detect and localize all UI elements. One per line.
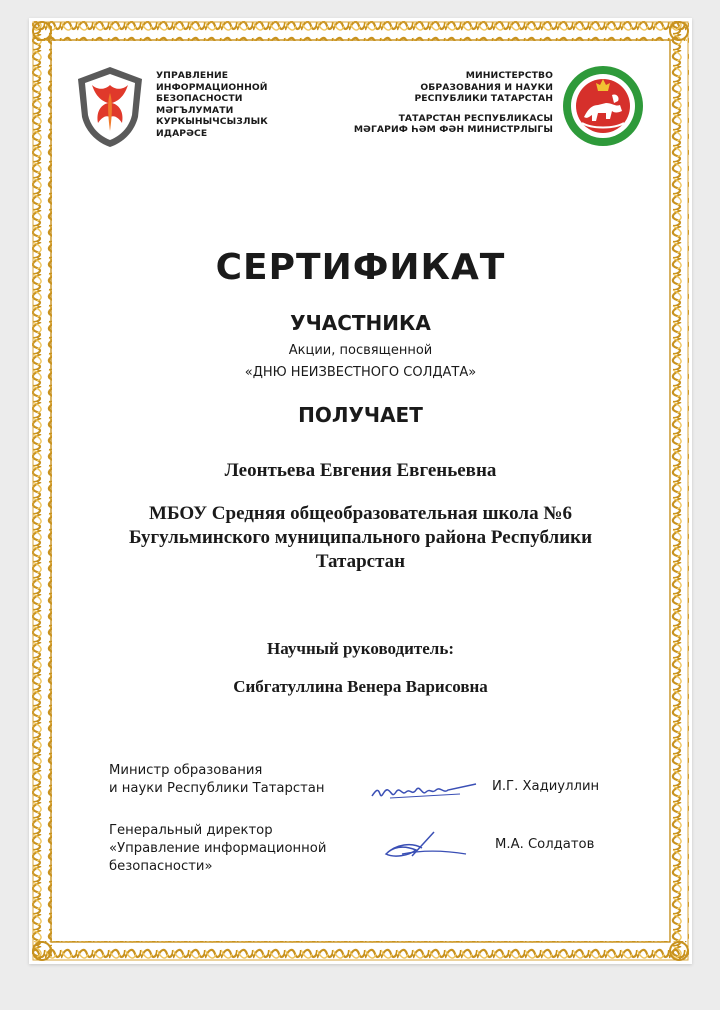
tatarstan-emblem-logo	[562, 65, 644, 147]
school-name	[29, 502, 692, 574]
right-organization-name	[354, 70, 553, 136]
signature-image	[370, 778, 480, 804]
signatory-title-line: Генеральный директор	[109, 823, 273, 838]
signatory-name: М.А. Солдатов	[495, 837, 595, 852]
left-org-line: ИНФОРМАЦИОННОЙ	[156, 81, 268, 93]
right-org-tatar-line: ТАТАРСТАН РЕСПУБЛИКАСЫ	[398, 112, 553, 124]
certificate-title: СЕРТИФИКАТ	[215, 247, 506, 288]
certificate-subtitle: УЧАСТНИКА	[290, 311, 431, 335]
left-org-tatar-line: МӘГЪЛУМАТИ	[156, 104, 234, 116]
school-line: МБОУ Средняя общеобразовательная школа №6	[149, 503, 572, 524]
right-org-line: РЕСПУБЛИКИ ТАТАРСТАН	[414, 93, 553, 104]
phoenix-shield-logo	[74, 65, 146, 149]
right-org-line: МИНИСТЕРСТВО	[465, 70, 553, 81]
signature-image	[382, 828, 472, 864]
school-line: Бугульминского муниципального района Республики	[128, 527, 593, 548]
left-org-line: БЕЗОПАСНОСТИ	[156, 93, 243, 104]
advisor-name: Сибгатуллина Венера Варисовна	[233, 677, 488, 696]
signatory-title	[109, 822, 326, 876]
left-org-line: УПРАВЛЕНИЕ	[156, 70, 229, 81]
right-org-tatar-line: МӘГАРИФ ҺӘМ ФӘН МИНИСТРЛЫГЫ	[353, 124, 553, 135]
left-organization-name	[156, 70, 268, 139]
recipient-name: Леонтьева Евгения Евгеньевна	[224, 460, 497, 481]
school-line: Татарстан	[315, 551, 406, 572]
signatory-title-line: Министр образования	[109, 763, 263, 778]
signatory-name: И.Г. Хадиуллин	[492, 779, 600, 794]
signatory-title-line: безопасности»	[109, 859, 213, 874]
event-name: «ДНЮ НЕИЗВЕСТНОГО СОЛДАТА»	[244, 365, 477, 380]
event-line: Акции, посвященной	[288, 343, 433, 358]
receives-label: ПОЛУЧАЕТ	[298, 403, 423, 427]
certificate-sheet	[29, 18, 692, 964]
left-org-tatar-line: КУРКЫНЫЧСЫЗЛЫК	[156, 116, 268, 127]
signatory-title	[109, 762, 325, 798]
advisor-label: Научный руководитель:	[267, 639, 454, 658]
left-org-tatar-line: ИДАРӘСЕ	[156, 127, 208, 139]
signatory-title-line: «Управление информационной	[109, 841, 327, 856]
signatory-title-line: и науки Республики Татарстан	[109, 781, 325, 796]
right-org-line: ОБРАЗОВАНИЯ И НАУКИ	[420, 81, 553, 93]
